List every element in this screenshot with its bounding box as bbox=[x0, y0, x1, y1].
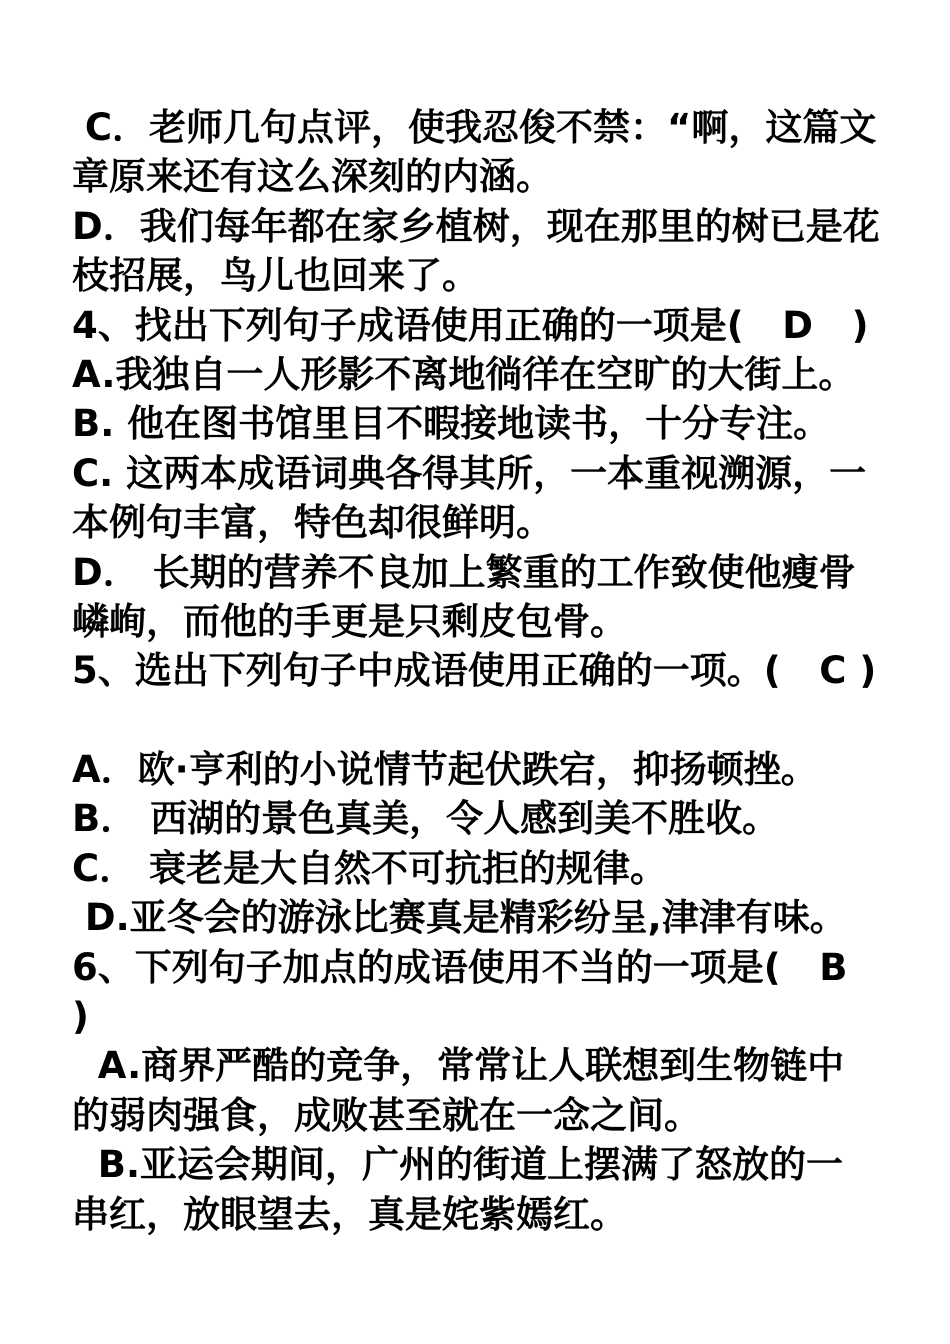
text-line: A.商界严酷的竞争，常常让人联想到生物链中 bbox=[72, 1044, 845, 1088]
text-line: 嶙峋，而他的手更是只剩皮包骨。 bbox=[72, 599, 627, 643]
text-line: 枝招展，鸟儿也回来了。 bbox=[72, 254, 479, 298]
text-line: D．我们每年都在家乡植树，现在那里的树已是花 bbox=[72, 204, 880, 248]
text-line: C． 衰老是大自然不可抗拒的规律。 bbox=[72, 846, 668, 890]
text-line: B.亚运会期间，广州的街道上摆满了怒放的一 bbox=[72, 1143, 844, 1187]
text-line: 的弱肉强食，成败甚至就在一念之间。 bbox=[72, 1093, 701, 1137]
question-5-stem: 5、选出下列句子中成语使用正确的一项。( C ) bbox=[72, 649, 877, 693]
text-line: C．老师几句点评，使我忍俊不禁：“啊，这篇文 bbox=[72, 106, 877, 149]
blank-line bbox=[72, 696, 882, 745]
text-line: B. 他在图书馆里目不暇接地读书，十分专注。 bbox=[72, 402, 831, 446]
text-line: ) bbox=[72, 995, 89, 1039]
text-line: A．欧·亨利的小说情节起伏跌宕，抑扬顿挫。 bbox=[72, 748, 818, 792]
document-body bbox=[72, 103, 882, 1239]
text-line: D.亚冬会的游泳比赛真是精彩纷呈,津津有味。 bbox=[72, 896, 847, 940]
text-line: 章原来还有这么深刻的内涵。 bbox=[72, 155, 553, 199]
text-line: A.我独自一人形影不离地徜徉在空旷的大街上。 bbox=[72, 352, 856, 396]
text-line: 本例句丰富，特色却很鲜明。 bbox=[72, 501, 553, 545]
text-line: D． 长期的营养不良加上繁重的工作致使他瘦骨 bbox=[72, 550, 856, 594]
text-line: C. 这两本成语词典各得其所，一本重视溯源，一 bbox=[72, 451, 867, 495]
text-line: 串红，放眼望去，真是姹紫嫣红。 bbox=[72, 1192, 627, 1236]
question-4-stem: 4、找出下列句子成语使用正确的一项是( D ) bbox=[72, 303, 869, 347]
question-6-stem: 6、下列句子加点的成语使用不当的一项是( B bbox=[72, 945, 848, 989]
text-line: B． 西湖的景色真美，令人感到美不胜收。 bbox=[72, 797, 780, 841]
